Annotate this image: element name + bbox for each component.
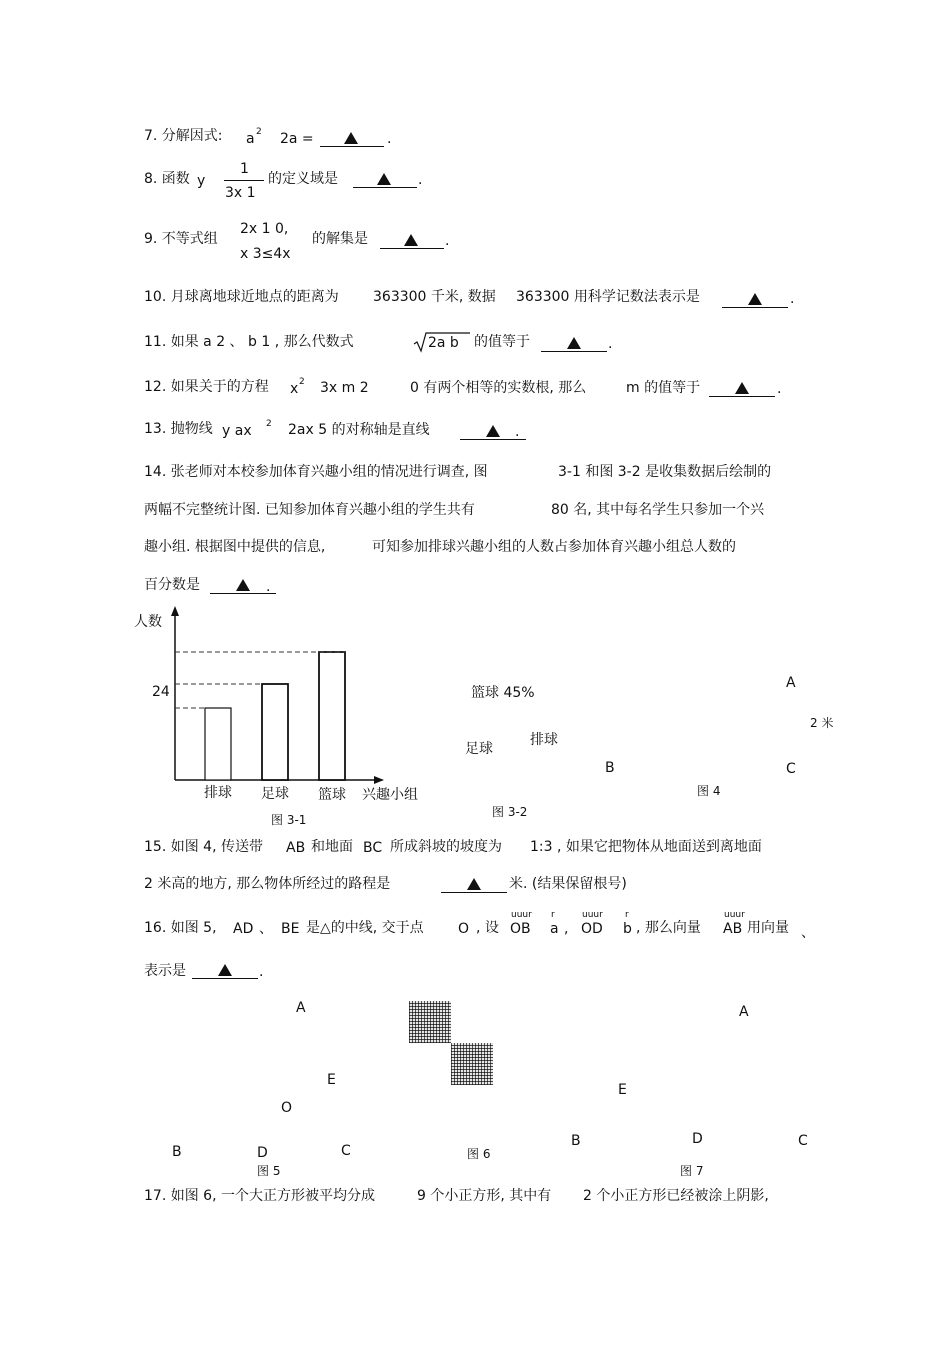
q15-line2-b: 米. (结果保留根号) [509,876,627,892]
q17-text-c: 2 个小正方形已经被涂上阴影, [583,1188,769,1204]
fig7-point-d: D [692,1131,703,1147]
figure-5-caption: 图 5 [257,1164,281,1178]
q14-line4: 百分数是 [144,577,200,593]
q7-label: 7. 分解因式: [144,128,223,144]
q16-be: BE [281,921,300,937]
fig5-point-c: C [341,1143,351,1159]
q15-line2-a: 2 米高的地方, 那么物体所经过的路程是 [144,876,391,892]
q15-answer-blank[interactable] [441,876,507,893]
triangle-icon [404,234,418,246]
q7-period: . [387,131,392,147]
q10-answer-blank[interactable] [722,291,788,308]
vector-arrow-b: r [625,910,629,920]
q14-line1-a: 14. 张老师对本校参加体育兴趣小组的情况进行调查, 图 [144,464,488,480]
q16-vector-b: b [623,921,632,937]
fig7-point-c: C [798,1133,808,1149]
q8-var-y: y [197,173,206,189]
q17-text-b: 9 个小正方形, 其中有 [417,1188,552,1204]
triangle-icon [486,425,500,437]
q9-inequality-1: 2x 1 0, [240,221,289,237]
fig5-point-d: D [257,1145,268,1161]
pie-label-basketball: 篮球 45% [471,685,535,701]
q16-vector-ab: AB [723,921,743,937]
q7-expression: 2a = [280,131,314,147]
q12-period: . [777,381,782,397]
q16-comma: , [564,921,569,937]
x-axis-arrow [374,776,384,784]
q16-vector-od: OD [581,921,603,937]
q16-sep: 、 [259,921,273,937]
bar-足球 [262,684,288,780]
x-tick-label-basketball: 篮球 [318,787,346,803]
q14-line2-b: 80 名, 其中每名学生只参加一个兴 [551,502,765,518]
q8-text: 的定义域是 [268,171,338,187]
q11-period: . [608,336,613,352]
triangle-icon [236,579,250,591]
q16-text-a: 16. 如图 5, [144,920,217,936]
vector-arrow-a: r [551,910,555,920]
shaded-square-2 [451,1043,493,1085]
q11-radicand: 2a b [428,335,459,351]
fig5-point-e: E [327,1072,336,1088]
fraction-bar [224,180,264,181]
q8-period: . [418,172,423,188]
bar-篮球 [319,652,345,780]
q10-period: . [790,291,795,307]
q9-label: 9. 不等式组 [144,231,218,247]
q15-text-a: 15. 如图 4, 传送带 [144,839,263,855]
q9-period: . [445,233,450,249]
figure-3-1-caption: 图 3-1 [271,813,307,827]
q15-bc: BC [363,840,383,856]
q12-text-a: 12. 如果关于的方程 [144,379,269,395]
q12-answer-blank[interactable] [709,380,775,397]
q12-exponent: 2 [299,377,305,387]
q13-text-b: y ax [222,423,252,439]
x-axis-label: 兴趣小组 [362,787,418,803]
q9-text: 的解集是 [312,231,368,247]
q11-text-b: 的值等于 [474,334,530,350]
triangle-icon [377,173,391,185]
q14-period: . [266,579,271,595]
q16-ad: AD [233,921,254,937]
q14-line2-a: 两幅不完整统计图. 已知参加体育兴趣小组的学生共有 [144,502,475,518]
fig4-point-b: B [605,760,615,776]
q15-text-b: 和地面 [311,839,353,855]
q13-exponent: 2 [266,419,272,429]
q13-text-c: 2ax 5 的对称轴是直线 [288,422,430,438]
q16-point-o: O [458,921,470,937]
bar-排球 [205,708,231,780]
q12-var-x: x [290,381,299,397]
q16-text-d: , 那么向量 [636,920,701,936]
q7-var-a: a [246,131,255,147]
q16-text-f: 、 [801,925,815,941]
q13-period: . [515,424,520,440]
q16-text-c: , 设 [476,920,499,936]
figure-6-caption: 图 6 [467,1147,491,1161]
triangle-icon [748,293,762,305]
fig7-point-e: E [618,1082,627,1098]
triangle-icon [467,878,481,890]
q12-text-c: 0 有两个相等的实数根, 那么 [410,380,587,396]
q12-text-d: m 的值等于 [626,380,701,396]
fig4-height-label: 2 米 [810,716,834,730]
q13-text-a: 13. 抛物线 [144,421,213,437]
vector-arrow-ob: uuur [511,910,532,920]
q16-vector-ob: OB [510,921,531,937]
pie-label-football: 足球 [465,741,493,757]
q12-text-b: 3x m 2 [320,380,369,396]
triangle-icon [218,964,232,976]
fig4-point-a: A [786,675,796,691]
fig7-point-b: B [571,1133,581,1149]
q10-text-b: 363300 千米, 数据 [373,289,496,305]
q16-period: . [259,964,264,980]
q7-answer-blank[interactable] [320,130,384,147]
q8-denominator: 3x 1 [225,185,256,201]
fig5-point-b: B [172,1144,182,1160]
triangle-icon [344,132,358,144]
q14-line3-a: 趣小组. 根据图中提供的信息, [144,539,326,555]
q17-text-a: 17. 如图 6, 一个大正方形被平均分成 [144,1188,375,1204]
q9-inequality-2: x 3≤4x [240,246,291,262]
q15-text-d: 1:3 , 如果它把物体从地面送到离地面 [530,839,762,855]
x-tick-label-volleyball: 排球 [204,785,232,801]
q10-text-c: 363300 用科学记数法表示是 [516,289,700,305]
q8-numerator: 1 [240,161,249,177]
fig7-point-a: A [739,1004,749,1020]
x-tick-label-football: 足球 [261,786,289,802]
vector-arrow-ab: uuur [724,910,745,920]
pie-label-volleyball: 排球 [530,732,558,748]
q16-text-e: 用向量 [747,920,789,936]
q8-answer-blank[interactable] [353,171,417,188]
q11-text-a: 11. 如果 a 2 、 b 1 , 那么代数式 [144,334,354,350]
fig4-point-c: C [786,761,796,777]
q14-line3-b: 可知参加排球兴趣小组的人数占参加体育兴趣小组总人数的 [372,539,736,555]
fig5-point-o: O [281,1100,293,1116]
figure-3-2-caption: 图 3-2 [492,805,528,819]
q16-text-b: 是△的中线, 交于点 [306,920,424,936]
figure-4-caption: 图 4 [697,784,721,798]
q16-line2: 表示是 [144,963,186,979]
q10-text-a: 10. 月球离地球近地点的距离为 [144,289,339,305]
triangle-icon [567,337,581,349]
y-axis-arrow [171,606,179,616]
q7-exponent: 2 [256,127,262,137]
q16-vector-a: a [550,921,559,937]
triangle-icon [735,382,749,394]
q8-label: 8. 函数 [144,171,190,187]
q15-ab: AB [286,840,306,856]
q16-answer-blank[interactable] [192,962,258,979]
q14-line1-b: 3-1 和图 3-2 是收集数据后绘制的 [558,464,772,480]
vector-arrow-od: uuur [582,910,603,920]
y-axis-label: 人数 [134,614,162,630]
figure-7-caption: 图 7 [680,1164,704,1178]
shaded-square-1 [409,1001,451,1043]
q11-answer-blank[interactable] [541,335,607,352]
q15-text-c: 所成斜坡的坡度为 [390,839,502,855]
q9-answer-blank[interactable] [380,232,444,249]
fig5-point-a: A [296,1000,306,1016]
y-tick-label: 24 [152,684,170,700]
